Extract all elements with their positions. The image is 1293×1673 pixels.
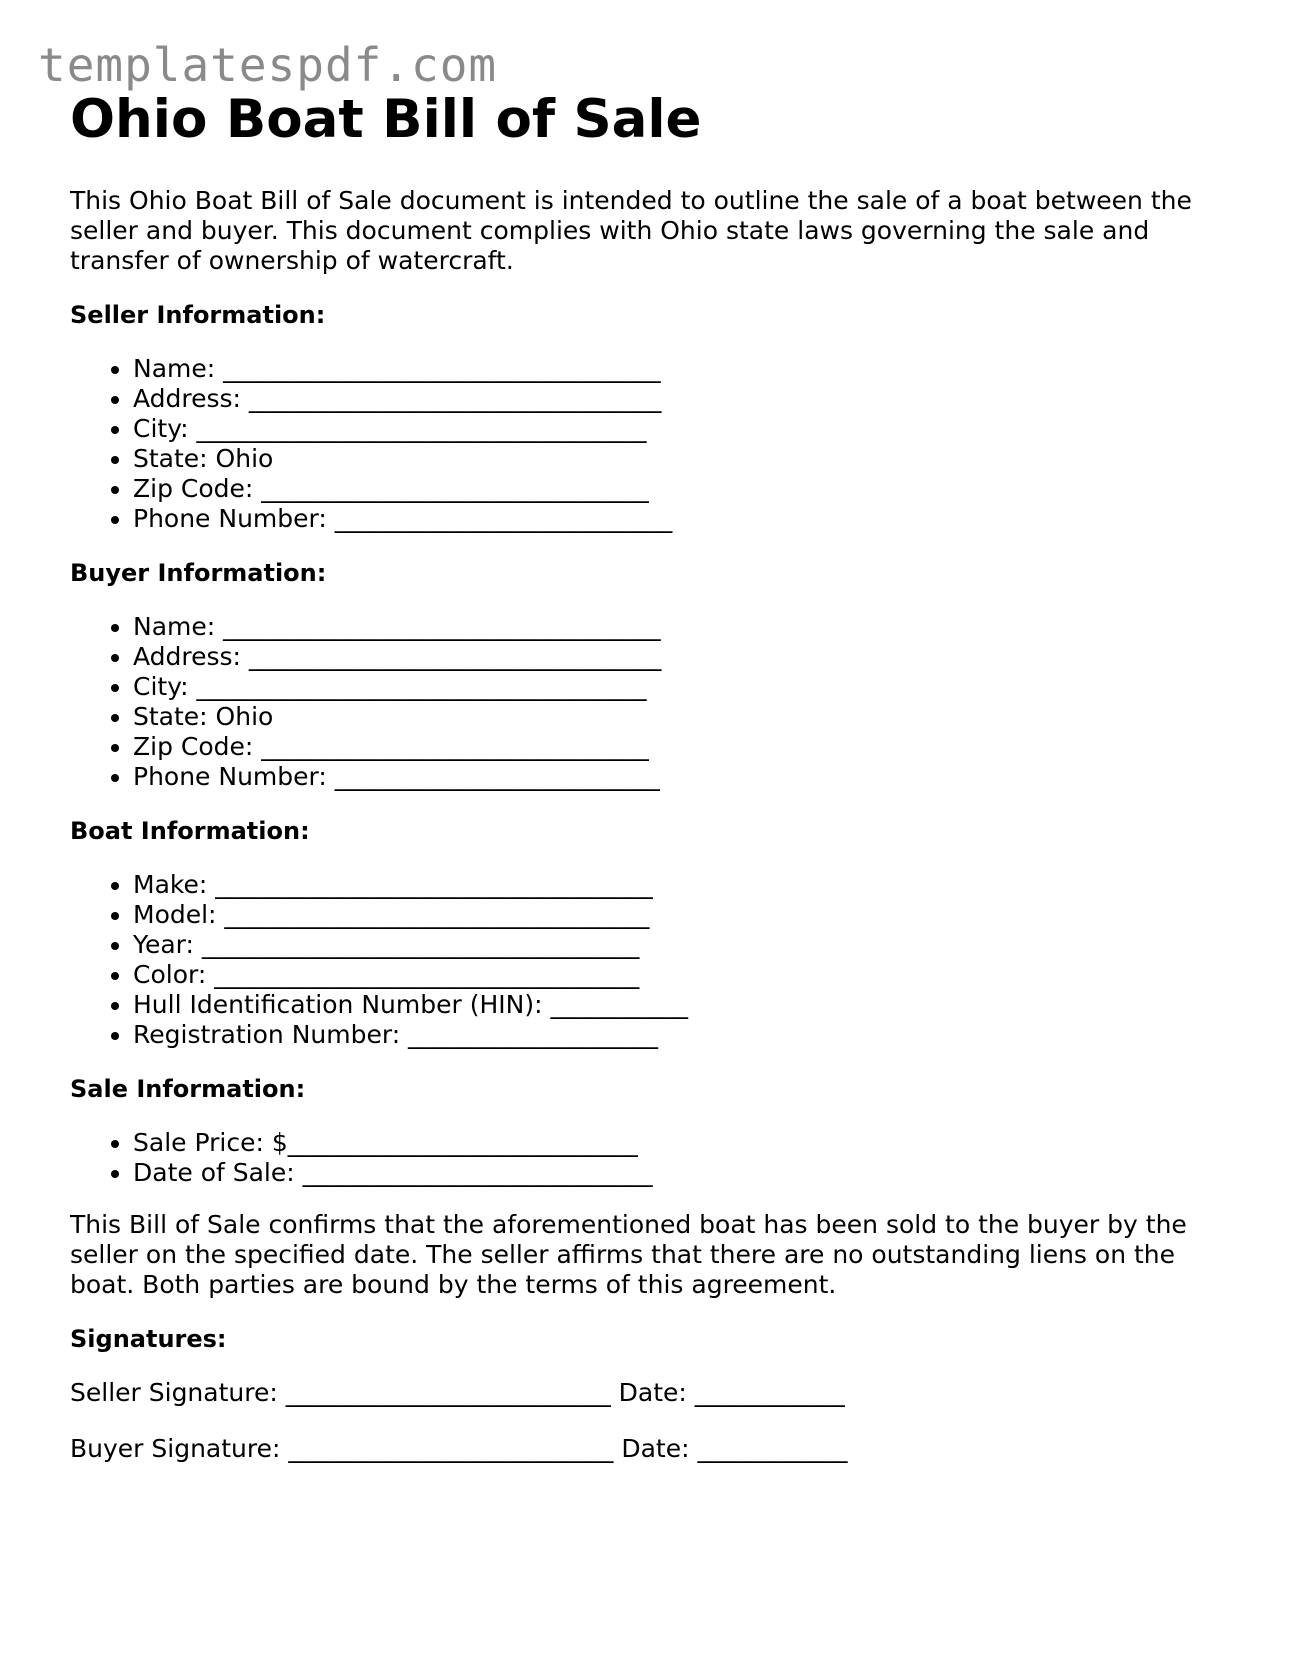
seller-heading: Seller Information:	[70, 301, 326, 329]
buyer-heading: Buyer Information:	[70, 559, 327, 587]
document-page	[70, 88, 1220, 1464]
buyer-zip-field: • Zip Code: _______________________________	[133, 732, 1220, 762]
boat-hin-field: • Hull Identification Number (HIN): ___________	[133, 990, 1220, 1020]
seller-phone-field: • Phone Number: ___________________________	[133, 504, 1220, 534]
intro-paragraph: This Ohio Boat Bill of Sale document is intended to outline the sale of a boat between the seller and buyer. This document complies with Ohio state laws governing the sale and transfer of ownership of watercraft.	[70, 186, 1192, 275]
buyer-fields	[70, 612, 1220, 792]
boat-heading: Boat Information:	[70, 817, 310, 845]
seller-state-field: • State: Ohio	[133, 444, 1220, 474]
watermark: templatespdf.com	[38, 38, 498, 92]
boat-year-field: • Year: ___________________________________	[133, 930, 1220, 960]
seller-signature-line: Seller Signature: __________________________ Date: ____________	[70, 1378, 845, 1407]
buyer-name-field: • Name: ___________________________________	[133, 612, 1220, 642]
sale-price-field: • Sale Price: $____________________________	[133, 1128, 1220, 1158]
seller-address-field: • Address: _________________________________	[133, 384, 1220, 414]
sale-date-field: • Date of Sale: ____________________________	[133, 1158, 1220, 1188]
seller-zip-field: • Zip Code: _______________________________	[133, 474, 1220, 504]
buyer-address-field: • Address: _________________________________	[133, 642, 1220, 672]
seller-name-field: • Name: ___________________________________	[133, 354, 1220, 384]
boat-registration-field: • Registration Number: ____________________	[133, 1020, 1220, 1050]
seller-city-field: • City: ____________________________________	[133, 414, 1220, 444]
buyer-phone-field: • Phone Number: __________________________	[133, 762, 1220, 792]
boat-color-field: • Color: __________________________________	[133, 960, 1220, 990]
sale-fields	[70, 1128, 1220, 1188]
boat-model-field: • Model: __________________________________	[133, 900, 1220, 930]
closing-paragraph: This Bill of Sale confirms that the aforementioned boat has been sold to the buyer by the seller on the specified date. The seller affirms that there are no outstanding liens on the boat. Both parties are bound by the terms of this agreement.	[70, 1210, 1187, 1299]
signatures-heading: Signatures:	[70, 1325, 227, 1353]
boat-make-field: • Make: ___________________________________	[133, 870, 1220, 900]
seller-fields	[70, 354, 1220, 534]
buyer-city-field: • City: ____________________________________	[133, 672, 1220, 702]
sale-heading: Sale Information:	[70, 1075, 306, 1103]
buyer-state-field: • State: Ohio	[133, 702, 1220, 732]
boat-fields	[70, 870, 1220, 1050]
buyer-signature-line: Buyer Signature: __________________________ Date: ____________	[70, 1434, 848, 1463]
document-title: Ohio Boat Bill of Sale	[70, 89, 702, 150]
